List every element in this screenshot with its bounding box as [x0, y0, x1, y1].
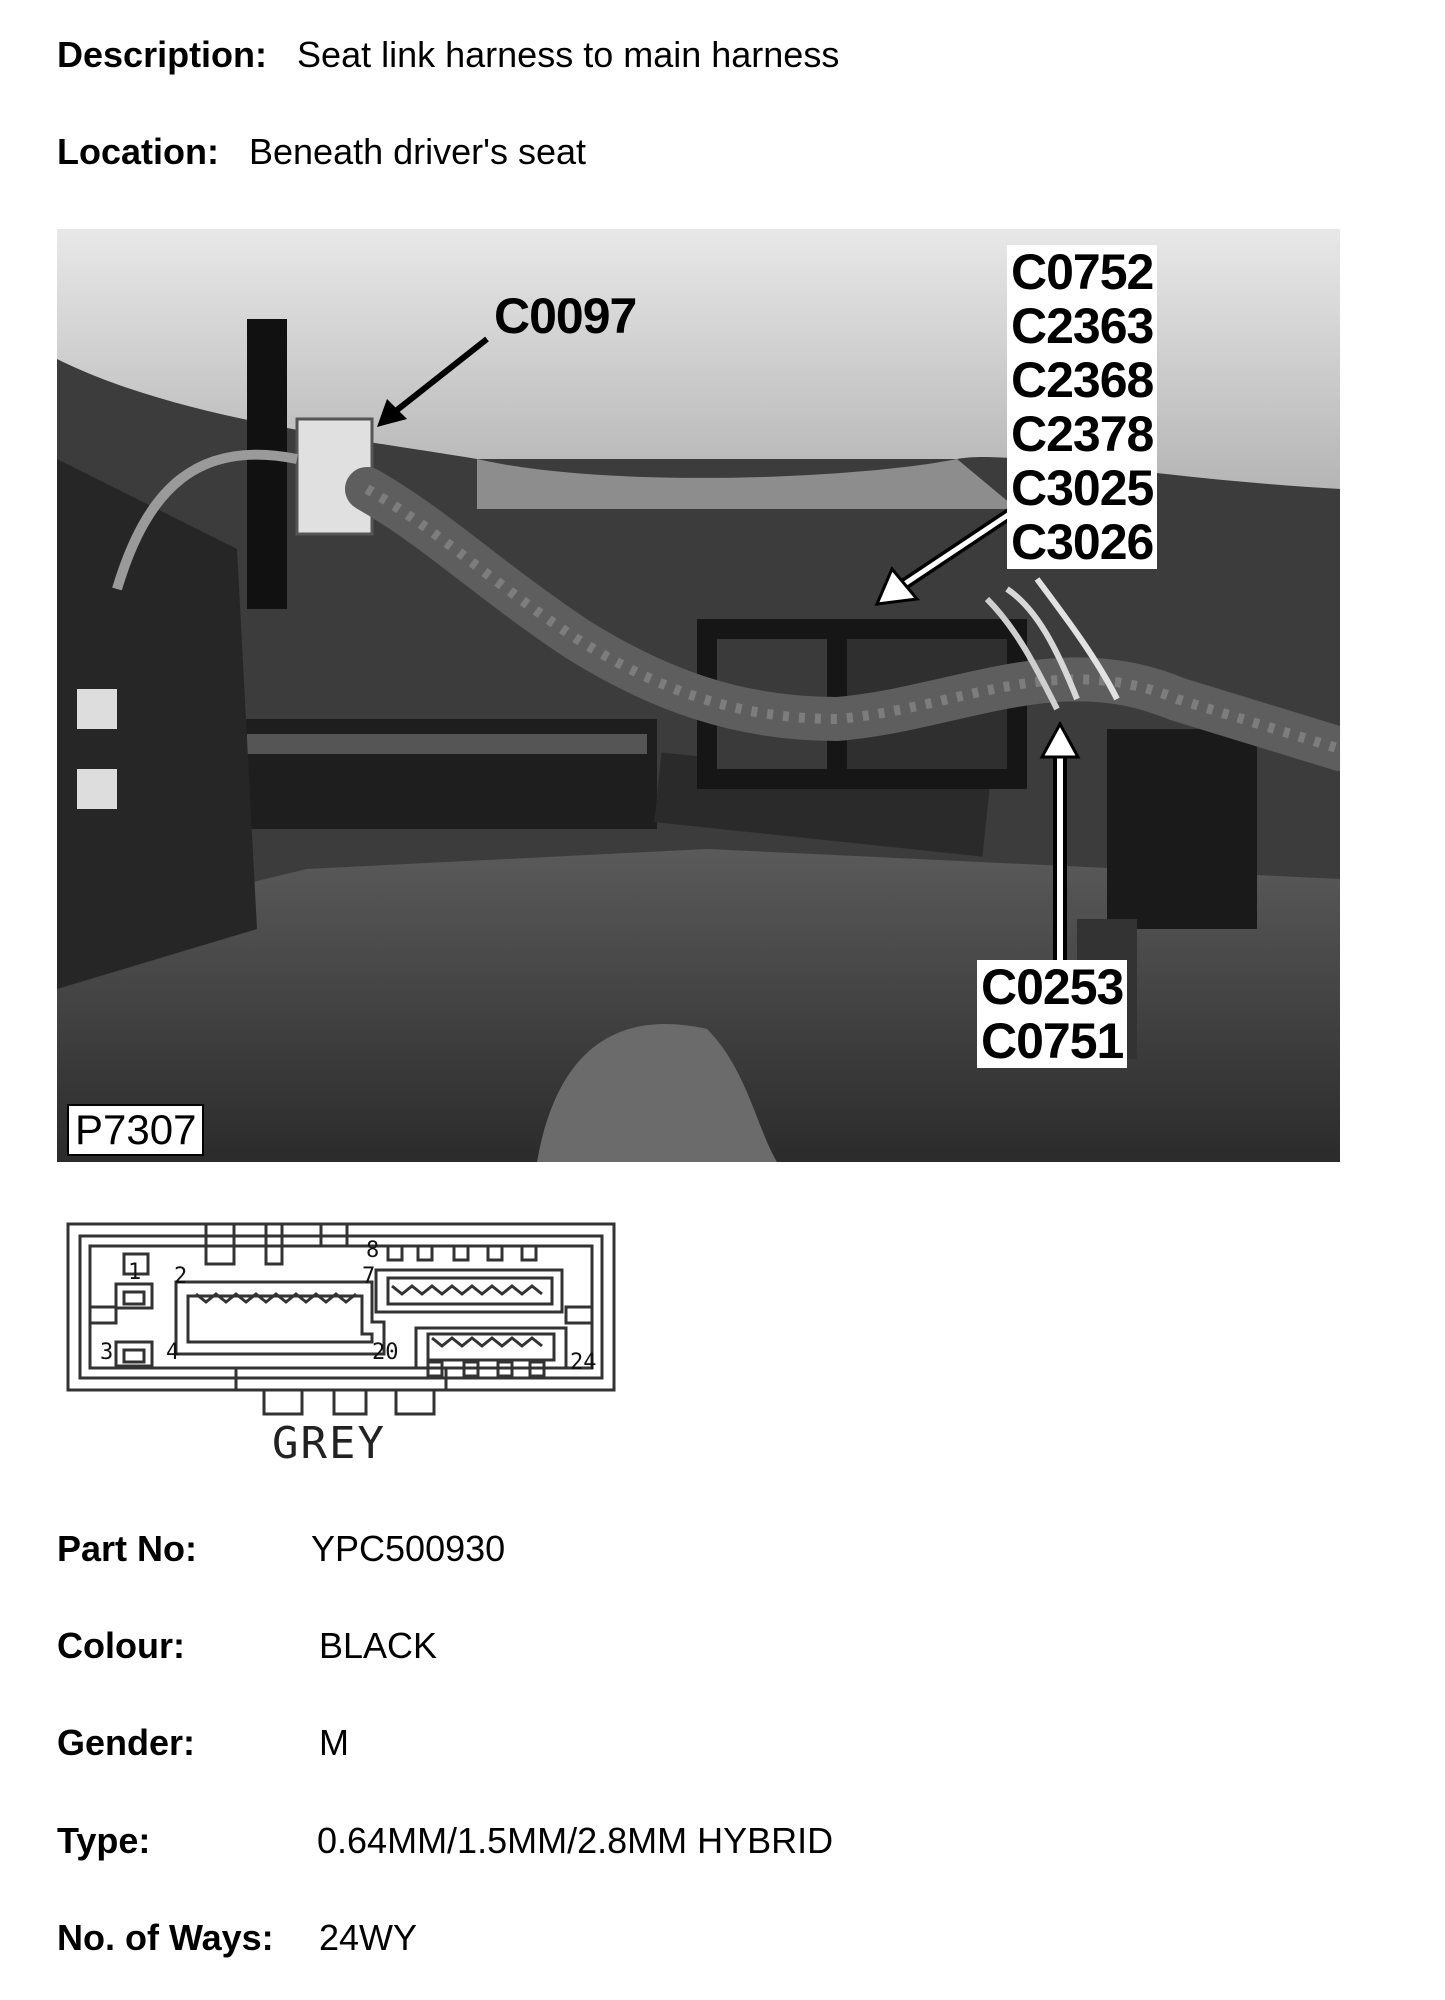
- callout-code: C2363: [1011, 298, 1154, 354]
- pin-label-1: 1: [128, 1260, 142, 1285]
- ways-label: No. of Ways:: [57, 1917, 274, 1958]
- location-value: Beneath driver's seat: [249, 131, 587, 172]
- pin-label-7: 7: [362, 1264, 376, 1289]
- connector-outline: [66, 1222, 618, 1422]
- part-no-label: Part No:: [57, 1528, 198, 1569]
- ways-row: [57, 1917, 417, 1959]
- pin-label-3: 3: [100, 1340, 114, 1365]
- gender-row: [57, 1722, 349, 1764]
- callout-code: C0253: [981, 959, 1124, 1015]
- callout-c0097: C0097: [494, 288, 637, 344]
- part-no-value: YPC500930: [311, 1528, 506, 1569]
- callout-bottom-right-group: [977, 960, 1127, 1068]
- pin-label-4: 4: [166, 1340, 180, 1365]
- colour-row: [57, 1625, 437, 1667]
- pin-label-2: 2: [174, 1264, 188, 1289]
- connector-color-label: GREY: [272, 1418, 386, 1469]
- type-value: 0.64MM/1.5MM/2.8MM HYBRID: [317, 1820, 834, 1861]
- pin-label-24: 24: [570, 1350, 597, 1375]
- description-row: [57, 34, 839, 76]
- description-value: Seat link harness to main harness: [297, 34, 840, 75]
- callout-top-right-group: [1007, 245, 1157, 569]
- callout-code: C2368: [1011, 352, 1154, 408]
- callout-code: C3026: [1011, 514, 1154, 570]
- pin-label-8: 8: [366, 1238, 380, 1263]
- location-label: Location:: [57, 131, 219, 172]
- type-label: Type:: [57, 1820, 151, 1861]
- photo-id-label: P7307: [67, 1104, 204, 1156]
- gender-value: M: [319, 1722, 350, 1763]
- callout-code: C0752: [1011, 244, 1154, 300]
- ways-value: 24WY: [319, 1917, 418, 1958]
- type-row: [57, 1820, 833, 1862]
- gender-label: Gender:: [57, 1722, 196, 1763]
- callout-code: C3025: [1011, 460, 1154, 516]
- callout-code: C2378: [1011, 406, 1154, 462]
- part-no-row: [57, 1528, 505, 1570]
- callout-code: C0751: [981, 1013, 1124, 1069]
- description-label: Description:: [57, 34, 268, 75]
- location-photo: [57, 229, 1340, 1162]
- colour-label: Colour:: [57, 1625, 185, 1666]
- pin-label-20: 20: [372, 1340, 399, 1365]
- colour-value: BLACK: [319, 1625, 438, 1666]
- location-row: [57, 131, 586, 173]
